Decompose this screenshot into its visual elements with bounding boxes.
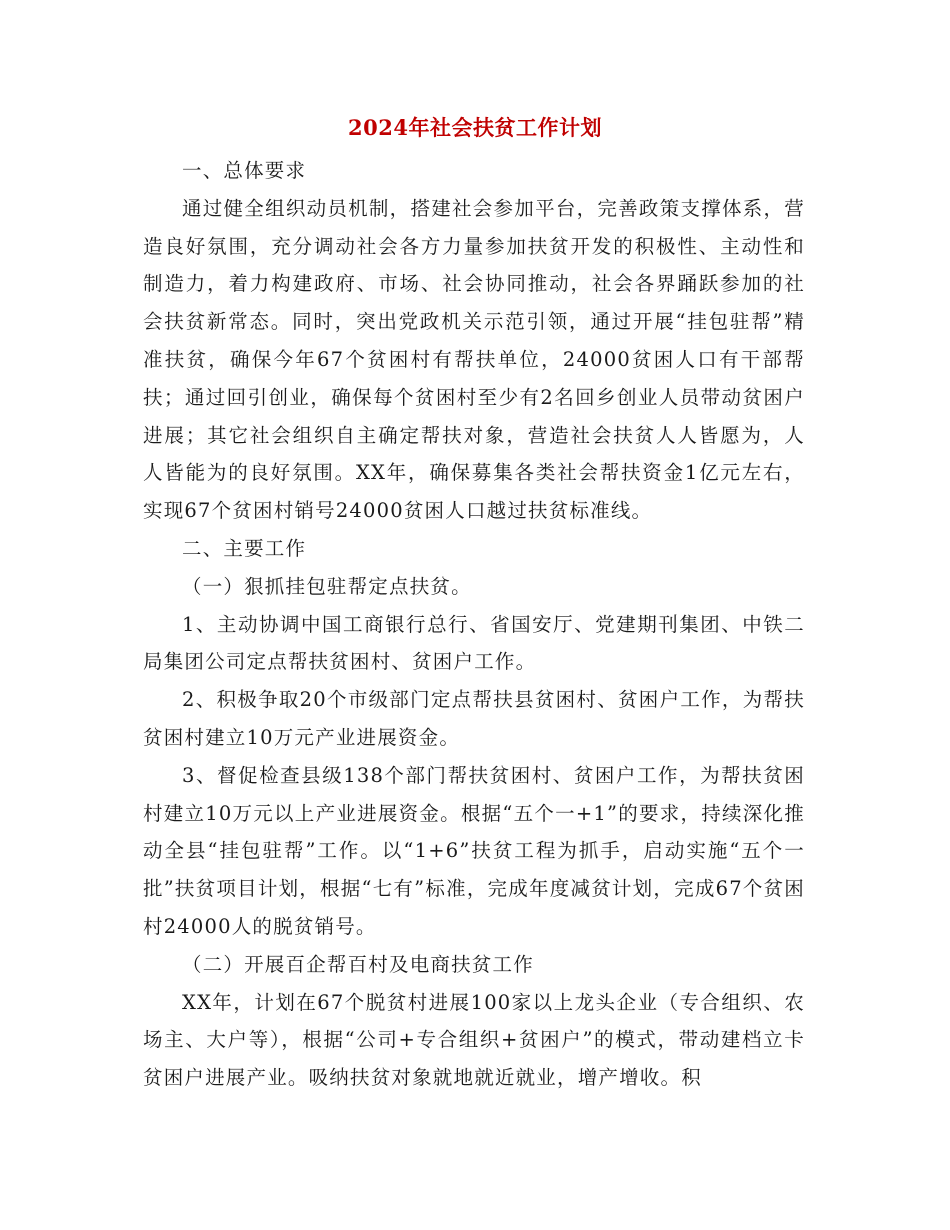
paragraph-overall-requirements: 通过健全组织动员机制，搭建社会参加平台，完善政策支撑体系，营造良好氛围，充分调动社会各方力量参加扶贫开发的积极性、主动性和制造力，着力构建政府、市场、社会协同推动，社会各界踊跃参加的社会扶贫新常态。同时，突出党政机关示范引领，通过开展“挂包驻帮”精准扶贫，确保今年67个贫困村有帮扶单位，24000贫困人口有干部帮扶；通过回引创业，确保每个贫困村至少有2名回乡创业人员带动贫困户进展；其它社会组织自主确定帮扶对象，营造社会扶贫人人皆愿为，人人皆能为的良好氛围。XX年，确保募集各类社会帮扶资金1亿元左右，实现67个贫困村销号24000贫困人口越过扶贫标准线。 [143,196,805,523]
document-title: 2024年社会扶贫工作计划 [348,115,602,140]
document-body [143,152,805,1097]
list-item-1: 1、主动协调中国工商银行总行、省国安厅、党建期刊集团、中铁二局集团公司定点帮扶贫困村、贫困户工作。 [143,612,805,674]
list-item-3: 3、督促检查县级138个部门帮扶贫困村、贫困户工作，为帮扶贫困村建立10万元以上产业进展资金。根据“五个一+1”的要求，持续深化推动全县“挂包驻帮”工作。以“1+6”扶贫工程为抓手，启动实施“五个一批”扶贫项目计划，根据“七有”标准，完成年度减贫计划，完成67个贫困村24000人的脱贫销号。 [143,763,805,938]
subsection-heading-1: （一）狠抓挂包驻帮定点扶贫。 [182,574,472,598]
paragraph-enterprise-aid: XX年，计划在67个脱贫村进展100家以上龙头企业（专合组织、农场主、大户等），根据“公司+专合组织+贫困户”的模式，带动建档立卡贫困户进展产业。吸纳扶贫对象就地就近就业，增产增收。积 [143,990,805,1090]
section-heading-main-work: 二、主要工作 [182,536,307,560]
subsection-heading-2: （二）开展百企帮百村及电商扶贫工作 [182,952,534,976]
list-item-2: 2、积极争取20个市级部门定点帮扶县贫困村、贫困户工作，为帮扶贫困村建立10万元产业进展资金。 [143,688,805,749]
section-heading-overall-requirements: 一、总体要求 [182,159,307,182]
